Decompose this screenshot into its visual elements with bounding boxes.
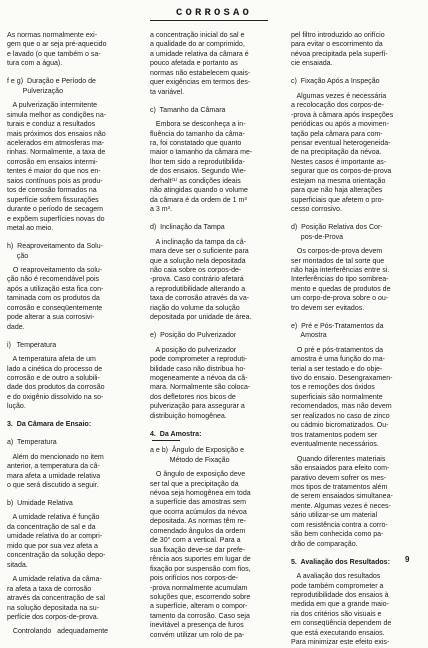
text-line: o que será discutido a seguir. (7, 482, 99, 490)
text-line: da concentração de sal e da (7, 523, 96, 531)
text-line: corrosão e conseqüentemente (7, 304, 103, 312)
text-line: durante o período de secagem (7, 206, 103, 214)
text-column-3 (291, 31, 420, 648)
text-column-1 (7, 31, 136, 637)
text-line: de 30° com a vertical. Para a (150, 537, 241, 545)
text-line: anterior, a temperatura da câ- (7, 463, 100, 471)
text-line: Amostra (291, 332, 327, 340)
text-line: pensar eventual heterogeneida- (291, 140, 391, 148)
spacer (7, 430, 136, 439)
spacer (291, 313, 420, 322)
spacer (150, 215, 279, 224)
text-line: pel filtro introduzido ao orifício (291, 32, 385, 39)
text-line: A avaliação dos resultados (291, 573, 381, 581)
text-line: segurar que os corpos-de-prova (291, 168, 392, 176)
text-line: turais e conduz a resultados (7, 121, 96, 129)
text-line: drão de comparação. (291, 540, 358, 548)
text-line: As normas normalmente exi- (7, 32, 98, 39)
text-line: e lavado (o que também o sa- (7, 50, 101, 58)
text-line: gem que o ar seja pré-aquecido (7, 41, 107, 49)
text-line: maior o tamanho da câmara me- (150, 149, 253, 157)
text-line: tro devem ser evitados. (291, 304, 365, 312)
text-line: mogeneamente a névoa da câ- (150, 375, 248, 382)
section-heading: 5. Avaliação dos Resultados: (291, 558, 390, 566)
spacer (150, 421, 279, 430)
text-line: eventualmente necessários. (291, 441, 379, 449)
text-line: recomendados, mas não devem (291, 403, 392, 411)
text-line: pode também comprometer a (291, 582, 384, 590)
text-line: Algumas vezes é necessária (291, 92, 387, 100)
text-line: a e b) Ângulo de Exposição e (150, 447, 245, 455)
text-line: da câmara é da ordem de 1 m³ (150, 196, 247, 204)
text-line: Nestes casos é importante as- (291, 158, 387, 166)
text-line: ou cádmio bicromatizados. Ou- (291, 422, 389, 430)
text-line: mos tipos de tratamentos além (291, 483, 388, 491)
text-line: quer exigências em termos des- (150, 79, 251, 87)
text-line: mais próximos dos ensaios não (7, 130, 106, 138)
text-line: a umidade relativa da câmara é (150, 50, 249, 58)
text-line: dade dos produtos da corrosão (7, 384, 105, 392)
text-line: soluções que, escorrendo sobre (150, 594, 251, 602)
text-line: a) Temperatura (7, 439, 57, 447)
text-line: a concentração inicial do sal e (150, 32, 245, 39)
text-line: pouco afetada e portanto as (150, 60, 238, 68)
text-line: Interferências do tipo sombrea- (291, 276, 389, 284)
text-line: inevitável a presença de furos (150, 622, 244, 630)
text-line: para evitar o escorrimento da (291, 41, 383, 49)
text-line: pos-de-Prova (291, 233, 344, 241)
text-line: de serem ensaiados simultanea- (291, 493, 393, 501)
text-line: tos de corrosão formados na (7, 187, 97, 195)
text-line: que ocorra acúmulos da névoa (150, 508, 247, 516)
text-line: lução. (7, 403, 26, 411)
text-line: taminada com os produtos da (7, 295, 100, 303)
text-line: pode comprometer a reproduti- (150, 356, 248, 364)
page-number: 9 (405, 555, 410, 564)
text-line: d) Inclinação da Tampa (150, 224, 225, 232)
text-line: Embora se desconheça a in- (150, 121, 246, 129)
section-heading: 3. Da Câmara de Ensaio: (7, 421, 92, 429)
text-line: depositada por unidade de área. (150, 314, 252, 322)
text-line: normas não estabelecem quais- (150, 69, 251, 77)
text-line: concentração da solução depo- (7, 552, 106, 560)
text-line: mido que por sua vez afeta a (7, 542, 98, 550)
text-line: simula melhor as condições na- (7, 111, 107, 119)
text-line: O pré e pós-tratamentos da (291, 346, 384, 354)
text-line: com resistência contra a corro- (291, 521, 388, 529)
text-line: b) Umidade Relativa (7, 500, 73, 508)
text-line: cie ensaiada. (291, 60, 333, 68)
text-line: superficiais são normalmente (291, 393, 383, 401)
text-line: -prova normalmente acumulam (150, 584, 248, 592)
text-line: Para minimizar este efeito exis- (291, 639, 390, 647)
text-line: tos e remoções dos óxidos (291, 384, 375, 392)
text-line: ra afeta a taxa de corrosão (7, 585, 92, 593)
text-line: mento e quedas de produtos de (291, 285, 391, 293)
text-line: dos defletores nos bicos de (150, 393, 236, 401)
text-line: não atingidas quando o volume (150, 187, 248, 195)
text-line: comendado ângulos da ordem (150, 527, 246, 535)
text-line: A umidade relativa da câma- (7, 576, 102, 584)
spacer (291, 215, 420, 224)
text-line: c) Fixação Após a Inspeção (291, 78, 380, 86)
text-line: superfície sofrem fissurações (7, 196, 99, 204)
text-line: um corpo-de-prova sobre o ou- (291, 295, 389, 303)
text-line: tros tratamentos podem ser (291, 431, 378, 439)
text-line: ta variável. (150, 88, 185, 96)
section-heading: 4. Da Amostra: (150, 430, 202, 438)
text-line: após a utilização esta fica con- (7, 285, 104, 293)
text-line: i) Temperatura (7, 341, 57, 349)
spacer (291, 549, 420, 558)
text-line: pulverização para assegurar a (150, 403, 245, 411)
text-line: ção não é recomendável pois (7, 276, 100, 284)
text-line: mente. Algumas vezes é neces- (291, 502, 391, 510)
text-line: d) Posição Relativa dos Cor- (291, 224, 383, 232)
text-line: Quando diferentes materiais (291, 455, 386, 463)
text-line: rência aos suportes em lugar de (150, 556, 251, 564)
text-line: ser tal que a precipitação da (150, 480, 239, 488)
spacer (7, 69, 136, 78)
text-line: pode alterar a sua corrosivi- (7, 314, 95, 322)
text-line: e) Pré e Pós-Tratamentos da (291, 322, 384, 330)
text-line: a qualidade do ar comprimido, (150, 41, 245, 49)
text-line: são ensaiados para efeito com- (291, 465, 390, 473)
text-line: superficiais que afetem o pro- (291, 196, 384, 204)
text-line: ser montados de tal sorte que (291, 257, 385, 265)
text-line: parativo devem sofrer os mes- (291, 474, 387, 482)
text-line: reprodutibilidade dos ensaios à (291, 592, 389, 600)
text-line: névoa seja homogênea em toda (150, 490, 251, 498)
text-line: umidade relativa do ar compri- (7, 533, 103, 541)
text-line: a 3 m³. (150, 206, 172, 214)
text-line: A umidade relativa é função (7, 514, 100, 522)
text-line: a superfície, alteram o compor- (150, 603, 248, 611)
text-line: que a solução nela depositada (150, 257, 246, 265)
text-line: terial a ser testado e do obje- (291, 365, 383, 373)
text-line: pois orifícios nos corpos-de- (150, 575, 239, 583)
text-line: cesso corrosivo. (291, 206, 342, 214)
text-line: a reprodutibilidade alterando a (150, 285, 246, 293)
text-line: fixação por suspensão com fios, (150, 565, 251, 573)
text-line: tentes é maior do que nos en- (7, 168, 101, 176)
running-header (0, 3, 428, 25)
text-line: riação do volume da solução (150, 304, 240, 312)
text-line: mara. Normalmente são coloca- (150, 384, 251, 392)
text-line: A inclinação da tampa da câ- (150, 238, 246, 246)
text-line: lhor tem sido a reprodutibilida- (150, 158, 245, 166)
text-line: de na precipitação da névoa. (291, 149, 382, 157)
spacer (7, 491, 136, 500)
text-line: e expõem superfícies novas do (7, 215, 105, 223)
text-line: névoa precipitada pela superfí- (291, 50, 388, 58)
text-line: O reaproveitamento da solu- (7, 266, 103, 274)
text-line: -prova. Caso contrário afetará (150, 276, 244, 284)
header-underline (150, 20, 268, 21)
text-line: medida em que a grande maio- (291, 601, 389, 609)
text-line: não haja interferências entre si. (291, 266, 390, 274)
text-line: tura com a água). (7, 60, 63, 68)
text-line: ria dos critérios são visuais e (291, 610, 382, 618)
text-line: Controlando adequadamente (7, 628, 109, 636)
text-line: são bem conhecida como pa- (291, 531, 384, 539)
text-line: tação pela câmara para com- (291, 130, 383, 138)
text-line: perfície dos corpos-de-prova. (7, 614, 99, 622)
text-line: h) Reaproveitamento da Solu- (7, 243, 103, 251)
text-line: lado a cinética do processo de (7, 365, 103, 373)
text-line: periódicas ou após a movimen- (291, 121, 389, 129)
text-line: ção (7, 252, 29, 260)
text-line: corrosão e de outro a solubili- (7, 375, 100, 382)
text-line: c) Tamanho da Câmara (150, 106, 226, 114)
text-line: e) Posição do Pulverizador (150, 332, 237, 340)
text-line: na solução depositada na su- (7, 604, 100, 612)
text-line: depositada. As normas têm re- (150, 518, 246, 526)
text-line: a recolocação dos corpos-de- (291, 102, 384, 110)
text-line: estejam na mesma orientação (291, 177, 386, 185)
text-line: O ângulo de exposição deve (150, 471, 246, 479)
text-line: de dos ensaios. Segundo Wie- (150, 168, 246, 176)
text-line: mara afeta a umidade relativa (7, 472, 101, 480)
text-line: que está executando ensaios. (291, 629, 385, 637)
text-line: acelerados em atmosferas ma- (7, 140, 105, 148)
text-line: tivo do ensaio. Desengraxamen- (291, 375, 393, 382)
text-line: metal ao meio. (7, 225, 54, 233)
text-line: saios contínuos pois as produ- (7, 177, 103, 185)
spacer (150, 323, 279, 332)
text-line: Os corpos-de-prova devem (291, 248, 383, 256)
text-line: A pulverização intermitente (7, 102, 98, 110)
text-line: através da concentração de sal (7, 595, 105, 603)
text-line: fluência do tamanho da câma- (150, 130, 245, 138)
text-line: convém utilizar um rolo de pa- (150, 631, 245, 639)
text-line: Além do mencionado no item (7, 453, 104, 461)
text-line: rinhas. Normalmente, a taxa de (7, 149, 106, 157)
spacer (291, 69, 420, 78)
spacer (7, 412, 136, 421)
spacer (7, 332, 136, 341)
text-line: Pulverização (7, 87, 64, 95)
text-line: taxa de corrosão através da va- (150, 295, 250, 303)
text-line: tamento da corrosão. Caso seja (150, 612, 250, 620)
spacer (150, 97, 279, 106)
text-line: ra, foi constatado que quanto (150, 140, 242, 148)
text-line: f e g) Duração e Período de (7, 78, 96, 86)
header-title: CORROSAO (175, 7, 252, 19)
text-line: sua fixação deve-se dar prefe- (150, 546, 246, 554)
text-line: A temperatura afeta de um (7, 356, 96, 364)
text-line: distribuição homogênea. (150, 412, 227, 420)
text-line: sário utilizar-se um material (291, 512, 378, 520)
text-line: mara deve ser o suficiente para (150, 248, 249, 256)
text-line: sitada. (7, 561, 28, 569)
text-line: derhalt⁽¹⁾ as condições ideais (150, 177, 241, 185)
text-column-2 (150, 31, 279, 640)
text-line: ser realizados no caso de zinco (291, 412, 390, 420)
text-line: -prova à câmara após inspeções (291, 111, 394, 119)
text-line: dade. (7, 323, 25, 331)
text-line: a superfície das amostras sem (150, 499, 246, 507)
text-line: corrosão em ensaios intermi- (7, 158, 98, 166)
spacer (7, 234, 136, 243)
text-line: A posição do pulverizador (150, 346, 237, 354)
text-line: para que não haja alterações (291, 187, 383, 195)
text-line: não caia sobre os corpos-de- (150, 266, 242, 274)
text-line: bilidade caso não distribua ho- (150, 365, 246, 373)
text-line: e do oxigênio dissolvido na so- (7, 393, 104, 401)
text-line: Método de Fixação (150, 456, 230, 464)
text-line: em conseqüência dependem de (291, 620, 392, 628)
text-line: amostra é uma função do ma- (291, 356, 386, 364)
